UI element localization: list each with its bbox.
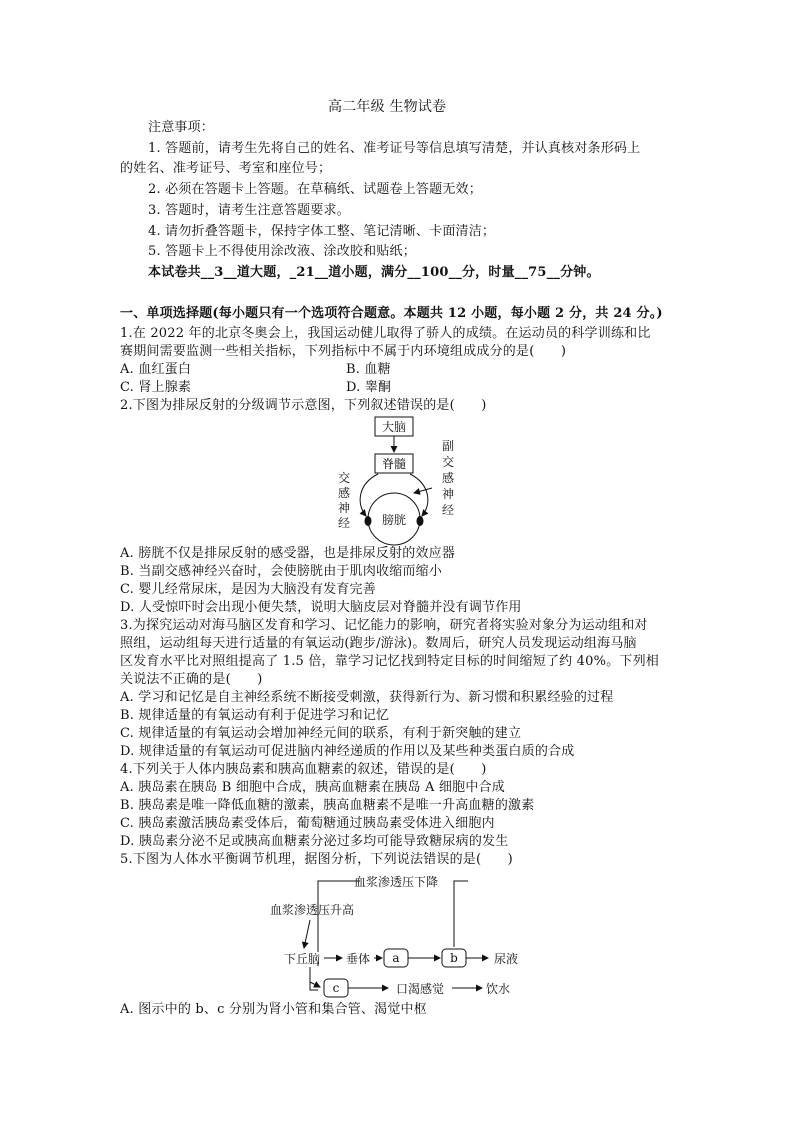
q3-option: C. 规律适量的有氧运动会增加神经元间的联系，有利于新突触的建立 (120, 726, 522, 741)
sympathetic-label: 交 (337, 471, 351, 485)
q3-stem: 区发育水平比对照组提高了 1.5 倍，靠学习记忆找到特定目标的时间缩短了约 40%。下列相 (120, 654, 659, 669)
q3-option: B. 规律适量的有氧运动有利于促进学习和记忆 (120, 708, 390, 723)
q5-option: A. 图示中的 b、c 分别为肾小管和集合管、渴觉中枢 (120, 1002, 427, 1017)
note-item: 1. 答题前，请考生先将自己的姓名、准考证号等信息填写清楚，并认真核对条形码上 (148, 141, 641, 156)
sympathetic-label: 神 (337, 501, 351, 515)
water-balance-diagram (270, 872, 540, 1002)
parasympathetic-label: 感 (441, 471, 455, 485)
q1-option-a: A. 血红蛋白 (120, 362, 192, 377)
bladder-label: 膀胱 (381, 513, 407, 527)
q1-option-c: C. 肾上腺素 (120, 380, 192, 395)
q2-stem: 2.下图为排尿反射的分级调节示意图，下列叙述错误的是( ) (120, 398, 487, 413)
parasympathetic-label: 交 (441, 455, 455, 469)
sympathetic-label: 经 (337, 516, 351, 530)
notes-heading: 注意事项： (148, 120, 215, 135)
exam-title: 高二年级 生物试卷 (328, 99, 447, 115)
urination-reflex-diagram (330, 414, 460, 546)
exam-summary: 本试卷共__3__道大题，_21__道小题，满分__100__分，时量__75__分钟。 (148, 265, 600, 280)
sympathetic-label: 感 (337, 486, 351, 500)
q5-stem: 5.下图为人体水平衡调节机理，据图分析，下列说法错误的是( ) (120, 852, 513, 867)
q1-stem: 赛期间需要监测一些相关指标，下列指标中不属于内环境组成成分的是( ) (120, 344, 567, 359)
q4-option: B. 胰岛素是唯一降低血糖的激素，胰高血糖素不是唯一升高血糖的激素 (120, 798, 535, 813)
q2-option: D. 人受惊吓时会出现小便失禁，说明大脑皮层对脊髓并没有调节作用 (120, 600, 522, 615)
q4-option: C. 胰岛素激活胰岛素受体后，葡萄糖通过胰岛素受体进入细胞内 (120, 816, 495, 831)
thirst-label: 口渴感觉 (395, 982, 445, 996)
sympathetic-arrow (360, 474, 378, 516)
box-b-label: b (450, 951, 458, 965)
note-item: 2. 必须在答题卡上答题。在草稿纸、试题卷上答题无效； (148, 182, 482, 197)
plasma-down-label: 血浆渗透压下降 (353, 875, 439, 889)
note-item: 3. 答题时，请考生注意答题要求。 (148, 203, 350, 218)
plasma-up-arrow (304, 920, 310, 948)
q3-stem: 关说法不正确的是( ) (120, 672, 263, 687)
drink-label: 饮水 (485, 982, 511, 996)
parasympathetic-label: 副 (441, 439, 455, 453)
box-c-label: c (332, 981, 340, 995)
note-item: 的姓名、准考证号、考室和座位号； (120, 161, 332, 176)
q2-option: B. 当副交感神经兴奋时，会使膀胱由于肌肉收缩而缩小 (120, 564, 443, 579)
urine-label: 尿液 (493, 952, 519, 966)
q2-option: C. 婴儿经常尿床，是因为大脑没有发育完善 (120, 582, 376, 597)
q3-option: A. 学习和记忆是自主神经系统不断接受刺激，获得新行为、新习惯和积累经验的过程 (120, 690, 614, 705)
brain-label: 大脑 (381, 420, 407, 434)
q3-stem: 照组，运动组每天进行适量的有氧运动(跑步/游泳)。数周后，研究人员发现运动组海马脑 (120, 636, 637, 651)
q2-option: A. 膀胱不仅是排尿反射的感受器，也是排尿反射的效应器 (120, 546, 456, 561)
feedback-arrow (414, 488, 432, 493)
parasympathetic-arrow (410, 474, 428, 516)
q4-option: A. 胰岛素在胰岛 B 细胞中合成，胰高血糖素在胰岛 A 细胞中合成 (120, 780, 505, 795)
spinal-label: 脊髓 (381, 457, 407, 471)
q3-stem: 3.为探究运动对海马脑区发育和学习、记忆能力的影响，研究者将实验对象分为运动组和对 (120, 618, 648, 633)
b-to-plasma-down-line (454, 881, 468, 947)
parasympathetic-label: 神 (441, 487, 455, 501)
q1-stem: 1.在 2022 年的北京冬奥会上，我国运动健儿取得了骄人的成绩。在运动员的科学训练和比 (120, 326, 651, 341)
plasma-up-label: 血浆渗透压升高 (269, 903, 355, 917)
pituitary-label: 垂体 (345, 952, 371, 966)
hypothalamus-label: 下丘脑 (283, 952, 321, 966)
hypothalamus-to-c-line (310, 967, 318, 990)
q4-option: D. 胰岛素分泌不足或胰高血糖素分泌过多均可能导致糖尿病的发生 (120, 834, 509, 849)
q1-option-d: D. 睾酮 (346, 380, 392, 395)
q1-option-b: B. 血糖 (346, 362, 391, 377)
section-heading: 一、单项选择题(每小题只有一个选项符合题意。本题共 12 小题，每小题 2 分，共 24 分。) (120, 306, 663, 321)
parasympathetic-label: 经 (441, 503, 455, 517)
right-nerve-ending (417, 516, 424, 526)
left-nerve-ending (365, 516, 372, 526)
q3-option: D. 规律适量的有氧运动可促进脑内神经递质的作用以及某些种类蛋白质的合成 (120, 744, 575, 759)
box-a-label: a (392, 951, 400, 965)
note-item: 4. 请勿折叠答题卡，保持字体工整、笔记清晰、卡面清洁； (148, 224, 496, 239)
q4-stem: 4.下列关于人体内胰岛素和胰高血糖素的叙述，错误的是( ) (120, 762, 487, 777)
note-item: 5. 答题卡上不得使用涂改液、涂改胶和贴纸； (148, 244, 416, 259)
